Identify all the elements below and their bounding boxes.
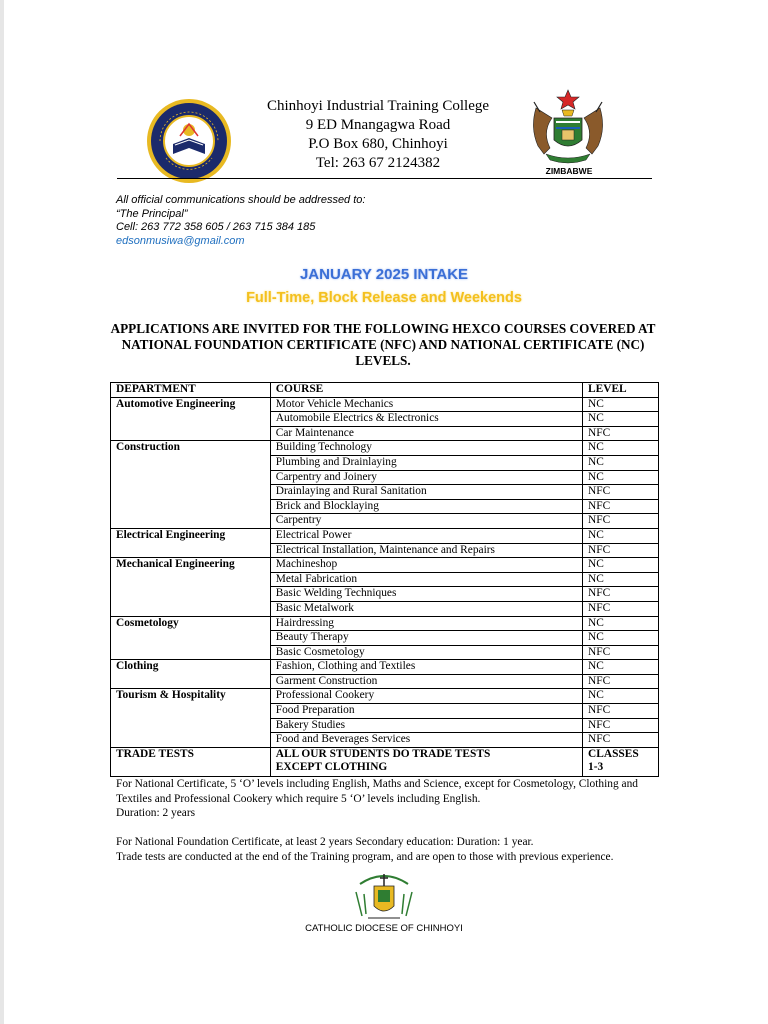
department-cell [111,718,271,733]
course-cell: Basic Cosmetology [270,645,582,660]
department-cell: Automotive Engineering [111,397,271,412]
course-cell: Drainlaying and Rural Sanitation [270,485,582,500]
table-row [111,485,659,500]
college-logo [146,98,232,184]
course-cell: Metal Fabrication [270,572,582,587]
nfc-requirements: For National Foundation Certificate, at least 2 years Secondary education: Duration: 1 year. [116,836,534,848]
level-cell: NC [583,616,659,631]
department-cell: Mechanical Engineering [111,558,271,573]
diocese-emblem [352,872,416,922]
table-row [111,718,659,733]
communications-line1: All official communications should be addressed to: [116,194,366,206]
college-telephone: Tel: 263 67 2124382 [315,155,441,171]
letterhead [260,97,496,173]
level-cell: NFC [583,426,659,441]
communications-block [116,194,365,248]
department-cell [111,485,271,500]
courses-table [110,382,659,777]
table-row [111,645,659,660]
level-cell: NC [583,689,659,704]
course-cell: Basic Metalwork [270,601,582,616]
principal-email-link[interactable]: edsonmusiwa@gmail.com [116,234,245,247]
trade-test-note: Trade tests are conducted at the end of the Training program, and are open to those with previous experience. [116,850,614,863]
header-level: LEVEL [583,383,659,398]
course-cell: Building Technology [270,441,582,456]
trade-tests-level [583,747,659,776]
level-cell: NFC [583,718,659,733]
table-row [111,412,659,427]
level-cell: NFC [583,704,659,719]
level-cell: NFC [583,645,659,660]
department-cell [111,412,271,427]
department-cell [111,455,271,470]
department-cell: Electrical Engineering [111,528,271,543]
zimbabwe-coat-of-arms [524,88,612,168]
table-row [111,674,659,689]
department-cell [111,645,271,660]
table-row [111,470,659,485]
department-cell [111,499,271,514]
table-row [111,514,659,529]
college-address-line1: 9 ED Mnangagwa Road [305,117,451,133]
table-row [111,543,659,558]
table-row [111,601,659,616]
communications-line2: “The Principal” [116,207,188,220]
letterhead-divider [117,178,652,179]
level-cell: NC [583,397,659,412]
trade-tests-row [111,747,659,776]
level-cell: NC [583,455,659,470]
table-row [111,397,659,412]
page-edge [0,0,4,1024]
course-cell: Plumbing and Drainlaying [270,455,582,470]
course-cell: Electrical Installation, Maintenance and Repairs [270,543,582,558]
level-cell: NFC [583,485,659,500]
coat-of-arms-label: ZIMBABWE [545,166,593,176]
table-row [111,528,659,543]
level-cell: NFC [583,514,659,529]
trade-tests-course-line1: ALL OUR STUDENTS DO TRADE TESTS [275,747,491,760]
diocese-caption: CATHOLIC DIOCESE OF CHINHOYI [305,923,463,934]
table-row [111,587,659,602]
table-row [111,572,659,587]
table-row [111,426,659,441]
course-cell: Professional Cookery [270,689,582,704]
table-row [111,499,659,514]
course-cell: Machineshop [270,558,582,573]
table-row [111,704,659,719]
trade-tests-level-line2: 1-3 [588,761,604,774]
course-cell: Food and Beverages Services [270,733,582,748]
department-cell [111,587,271,602]
level-cell: NC [583,631,659,646]
level-cell: NC [583,412,659,427]
department-cell [111,543,271,558]
course-cell: Motor Vehicle Mechanics [270,397,582,412]
course-cell: Electrical Power [270,528,582,543]
level-cell: NC [583,558,659,573]
course-cell: Bakery Studies [270,718,582,733]
requirements-notes [116,777,656,864]
course-cell: Automobile Electrics & Electronics [270,412,582,427]
level-cell: NC [583,441,659,456]
table-row [111,441,659,456]
intake-subtitle: Full-Time, Block Release and Weekends [246,290,522,306]
level-cell: NFC [583,674,659,689]
level-cell: NFC [583,733,659,748]
college-name: Chinhoyi Industrial Training College [266,98,490,114]
department-cell [111,631,271,646]
department-cell [111,514,271,529]
college-address-line2: P.O Box 680, Chinhoyi [308,136,448,152]
department-cell [111,674,271,689]
course-cell: Beauty Therapy [270,631,582,646]
table-row [111,616,659,631]
course-cell: Carpentry and Joinery [270,470,582,485]
department-cell [111,601,271,616]
table-row [111,558,659,573]
nc-duration: Duration: 2 years [116,807,196,819]
table-row [111,660,659,675]
department-cell [111,733,271,748]
department-cell: Cosmetology [111,616,271,631]
header-department: DEPARTMENT [111,383,271,398]
course-cell: Food Preparation [270,704,582,719]
course-cell: Brick and Blocklaying [270,499,582,514]
trade-tests-course [270,747,582,776]
department-cell: Construction [111,441,271,456]
department-cell: Tourism & Hospitality [111,689,271,704]
department-cell [111,704,271,719]
level-cell: NFC [583,601,659,616]
table-row [111,733,659,748]
table-header-row [111,383,659,398]
level-cell: NFC [583,543,659,558]
trade-tests-course-line2: EXCEPT CLOTHING [275,761,388,774]
applications-heading: APPLICATIONS ARE INVITED FOR THE FOLLOWING HEXCO COURSES COVERED AT NATIONAL FOUNDATION CERTIFICATE (NFC) AND NATIONAL CERTIFICATE (NC) LEVELS. [110,321,656,368]
table-row [111,455,659,470]
intake-title: JANUARY 2025 INTAKE [299,266,469,283]
course-cell: Basic Welding Techniques [270,587,582,602]
level-cell: NC [583,660,659,675]
course-cell: Carpentry [270,514,582,529]
level-cell: NC [583,572,659,587]
header-course: COURSE [270,383,582,398]
level-cell: NFC [583,499,659,514]
department-cell [111,426,271,441]
department-cell [111,470,271,485]
department-cell: Clothing [111,660,271,675]
level-cell: NC [583,470,659,485]
table-row [111,689,659,704]
course-cell: Garment Construction [270,674,582,689]
trade-tests-department: TRADE TESTS [111,747,271,776]
course-cell: Car Maintenance [270,426,582,441]
course-cell: Fashion, Clothing and Textiles [270,660,582,675]
department-cell [111,572,271,587]
level-cell: NC [583,528,659,543]
communications-cell: Cell: 263 772 358 605 / 263 715 384 185 [116,221,316,233]
table-row [111,631,659,646]
level-cell: NFC [583,587,659,602]
nc-requirements: For National Certificate, 5 ‘O’ levels including English, Maths and Science, except for Cosmetology, Clothing and Textiles and Professional Cookery which require 5 ‘O’ levels including English. [116,778,638,805]
trade-tests-level-line1: CLASSES [588,747,639,760]
course-cell: Hairdressing [270,616,582,631]
